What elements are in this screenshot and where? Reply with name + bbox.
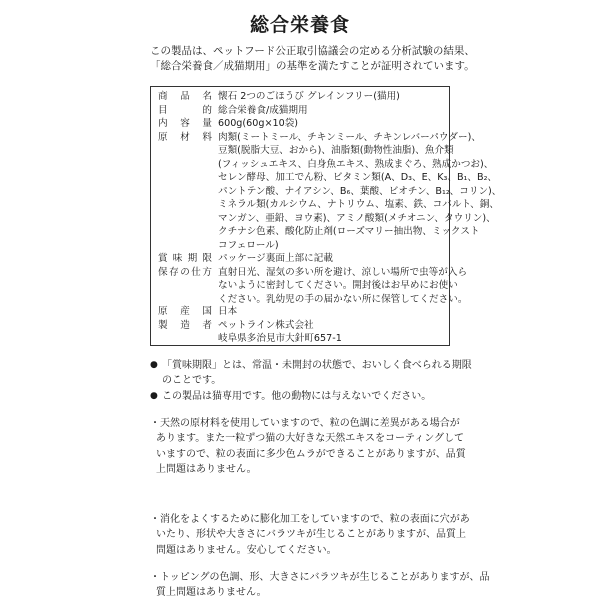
value-line: ください。乳幼児の手の届かない所に保管してください。 <box>218 293 468 305</box>
value-purpose <box>218 104 450 118</box>
bullet-icon: ● <box>150 390 158 401</box>
caution-line: ・消化をよくするために膨化加工をしていますので、粒の表面に穴があ <box>150 514 470 525</box>
intro-line: この製品は、ペットフード公正取引協議会の定める分析試験の結果、 <box>150 45 475 57</box>
value-line: ミネラル類(カルシウム、ナトリウム、塩素、鉄、コバルト、銅、 <box>218 199 499 210</box>
value-product-name <box>218 90 450 104</box>
caution-line: ・トッピングの色調、形、大きさにバラツキが生じることがありますが、品 <box>150 572 490 583</box>
caution-line: あります。また一粒ずつ猫の大好きな天然エキスをコーティングして <box>156 433 464 445</box>
page-title: 総合栄養食 <box>249 14 350 36</box>
value-line: 肉類(ミートミール、チキンミール、チキンレバーパウダー)、 <box>218 131 481 143</box>
notes-list <box>150 358 472 404</box>
caution-item <box>150 416 466 477</box>
note-line: のことです。 <box>162 375 222 387</box>
value-line: 豆類(脱脂大豆、おから)、油脂類(動物性油脂)、魚介類 <box>218 145 454 156</box>
value-line: マンガン、亜鉛、ヨウ素)、アミノ酸類(メチオニン、タウリン)、 <box>218 212 496 224</box>
value-manufacturer <box>218 319 450 346</box>
value-line: パッケージ裏面上部に記載 <box>218 253 333 264</box>
value-line: コフェロール) <box>218 239 279 251</box>
note-line: この製品は猫専用です。他の動物には与えないでください。 <box>162 390 432 402</box>
label-storage: 保存の仕方 <box>158 266 212 278</box>
intro-line: 「総合栄養食／成猫期用」の基準を満たすことが証明されています。 <box>150 60 475 72</box>
caution-line: ・天然の原材料を使用していますので、粒の色調に差異がある場合が <box>150 418 460 429</box>
intro-text <box>150 44 475 74</box>
value-best-before <box>218 252 450 266</box>
value-line: 600g(60g×10袋) <box>218 118 299 129</box>
value-origin <box>218 305 450 319</box>
caution-line: 問題はありません。安心してください。 <box>156 544 337 556</box>
value-line: パントテン酸、ナイアシン、B₆、葉酸、ビオチン、B₁₂、コリン)、 <box>218 185 502 197</box>
value-line: 懐石 2つのごほうび グレインフリー(猫用) <box>218 91 400 102</box>
label-contents: 内容量 <box>158 118 212 129</box>
label-origin: 原産国 <box>158 306 212 317</box>
caution-line: いたり、形状や大きさにバラツキが生じることがありますが、品質上 <box>156 529 466 541</box>
value-line: クチナシ色素、酸化防止剤(ローズマリー抽出物、ミックスト <box>218 226 480 237</box>
caution-line: 質上問題はありません。 <box>156 587 267 599</box>
value-line: ペットライン株式会社 <box>218 319 314 331</box>
bullet-icon: ● <box>150 360 158 370</box>
label-product-name: 商品名 <box>158 91 212 102</box>
value-line: 総合栄養食/成猫期用 <box>218 104 308 116</box>
value-line: セレン酵母、加工でん粉、ビタミン類(A、D₃、E、K₃、B₁、B₂、 <box>218 172 498 183</box>
value-line: ないように密封してください。開封後はお早めにお使い <box>218 280 458 291</box>
value-contents <box>218 117 450 131</box>
caution-item <box>150 570 490 601</box>
caution-line: 上問題はありません。 <box>156 463 257 475</box>
label-ingredients: 原材料 <box>158 131 212 143</box>
label-best-before: 賞味期限 <box>158 253 212 264</box>
value-line: 岐阜県多治見市大針町657-1 <box>218 333 342 344</box>
value-storage <box>218 266 468 307</box>
value-ingredients <box>218 131 502 253</box>
value-line: 直射日光、湿気の多い所を避け、涼しい場所で虫等が入ら <box>218 266 468 278</box>
value-line: (フィッシュエキス、白身魚エキス、熟成まぐろ、熟成かつお)、 <box>218 158 494 170</box>
value-line: 日本 <box>218 306 238 317</box>
product-info-table <box>150 86 502 346</box>
caution-item <box>150 512 470 558</box>
note-line: 「賞味期限」とは、常温・未開封の状態で、おいしく食べられる期限 <box>162 360 472 371</box>
caution-line: いますので、粒の表面に多少色ムラができることがありますが、品質 <box>156 448 466 460</box>
note-item <box>150 358 472 389</box>
label-purpose: 目的 <box>158 104 212 116</box>
note-item <box>150 389 460 404</box>
label-manufacturer: 製造者 <box>158 319 212 331</box>
